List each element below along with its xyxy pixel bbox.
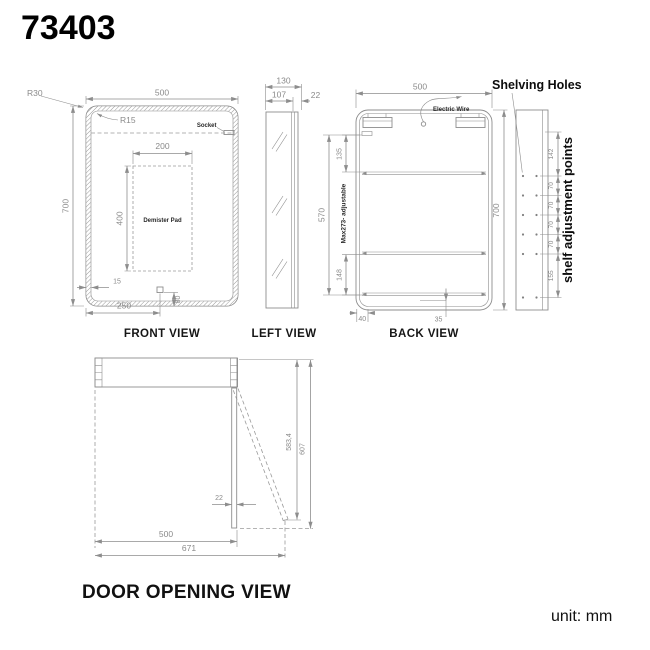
junction-detail (362, 132, 372, 136)
door-dim-total-swing (95, 543, 285, 556)
front-dim-pad-height (115, 166, 132, 271)
drawing-number: 73403 (21, 9, 116, 47)
svg-text:70: 70 (548, 182, 555, 190)
svg-text:22: 22 (215, 495, 223, 502)
frame-inner-outline (91, 111, 233, 301)
svg-text:80: 80 (175, 295, 182, 304)
svg-text:607: 607 (299, 443, 307, 455)
left-dim-body (266, 90, 294, 102)
svg-text:70: 70 (548, 201, 555, 209)
svg-text:583,4: 583,4 (286, 433, 293, 451)
mirror-cabinet-outline (86, 106, 238, 306)
back-view-label: BACK VIEW (389, 328, 459, 340)
svg-text:35: 35 (434, 316, 443, 324)
construction-lines (95, 390, 313, 559)
svg-text:130: 130 (276, 75, 291, 86)
back-view (337, 82, 508, 341)
radius-inner-leader (97, 114, 118, 121)
radius-outer-label: R30 (27, 88, 43, 98)
side-panel-outline (266, 112, 298, 308)
back-dim-width (356, 82, 492, 109)
back-dim-bottom-section (337, 255, 363, 295)
svg-text:135: 135 (336, 148, 344, 160)
svg-text:15: 15 (113, 278, 121, 286)
radius-inner-label: R15 (120, 115, 136, 125)
svg-text:400: 400 (114, 211, 125, 226)
left-view-label: LEFT VIEW (251, 328, 317, 340)
back-dim-top-section (337, 135, 363, 172)
cabinet-top-outline (95, 358, 237, 387)
adjustable-note: Max273- adjustable (340, 183, 348, 244)
door-dim-width (95, 529, 237, 542)
svg-text:70: 70 (548, 221, 555, 229)
svg-text:107: 107 (271, 89, 287, 100)
shelf-adjustment-note: shelf adjustment points (560, 137, 575, 283)
back-inner-outline (360, 114, 489, 307)
svg-text:250: 250 (116, 300, 132, 311)
front-view (27, 88, 238, 341)
front-dim-pad-width (133, 141, 192, 164)
front-view-label: FRONT VIEW (123, 328, 201, 340)
socket-symbol (224, 131, 234, 135)
mirror-glass-marks (272, 132, 287, 279)
svg-text:22: 22 (310, 90, 321, 100)
shelves (362, 172, 486, 297)
svg-text:671: 671 (181, 543, 197, 553)
svg-text:700: 700 (60, 198, 71, 214)
wire-outlet (421, 122, 425, 126)
back-dim-bottom-offset (420, 289, 446, 324)
front-dim-frame (77, 279, 121, 288)
door-dim-open-height (286, 360, 297, 520)
back-dim-height (491, 110, 508, 310)
svg-text:142: 142 (548, 148, 555, 160)
front-dim-width (86, 88, 238, 105)
svg-text:570: 570 (316, 207, 327, 223)
touch-switch-symbol (157, 287, 163, 293)
back-dim-bottom-left (350, 309, 376, 323)
left-view (252, 76, 321, 341)
shelving-holes-leader (512, 93, 522, 173)
door-opening-view-label: DOOR OPENING VIEW (82, 582, 291, 603)
svg-text:500: 500 (154, 87, 170, 98)
svg-text:700: 700 (491, 203, 501, 218)
door-dim-total-height (300, 360, 311, 529)
shelving-holes-panel (492, 78, 582, 310)
hanging-brackets (363, 114, 485, 128)
back-outline (356, 110, 492, 310)
door-opening-view (82, 358, 314, 603)
door-open-90 (232, 388, 237, 528)
svg-text:70: 70 (548, 240, 555, 248)
door-open-swing (233, 389, 288, 521)
door-dim-thickness (212, 495, 256, 505)
hatched-frame-band (89, 109, 236, 304)
door-edge-lines (292, 112, 295, 308)
front-dim-height (61, 106, 85, 306)
socket-label: Socket (196, 123, 217, 129)
panel-outline (516, 110, 548, 310)
unit-note: unit: mm (551, 608, 613, 625)
shelf-pin-holes (522, 175, 538, 299)
svg-text:500: 500 (412, 81, 428, 92)
svg-text:200: 200 (155, 141, 170, 151)
shelving-holes-heading: Shelving Holes (492, 78, 582, 92)
demister-pad-label: Demister Pad (143, 218, 182, 224)
left-dim-door (302, 90, 321, 101)
electric-wire-label: Electric Wire (433, 107, 470, 113)
socket-leader (217, 128, 224, 132)
svg-text:40: 40 (358, 315, 367, 323)
svg-text:155: 155 (548, 270, 555, 282)
svg-text:500: 500 (158, 529, 174, 539)
left-hinge-blocks (95, 358, 102, 387)
svg-text:148: 148 (336, 269, 344, 281)
